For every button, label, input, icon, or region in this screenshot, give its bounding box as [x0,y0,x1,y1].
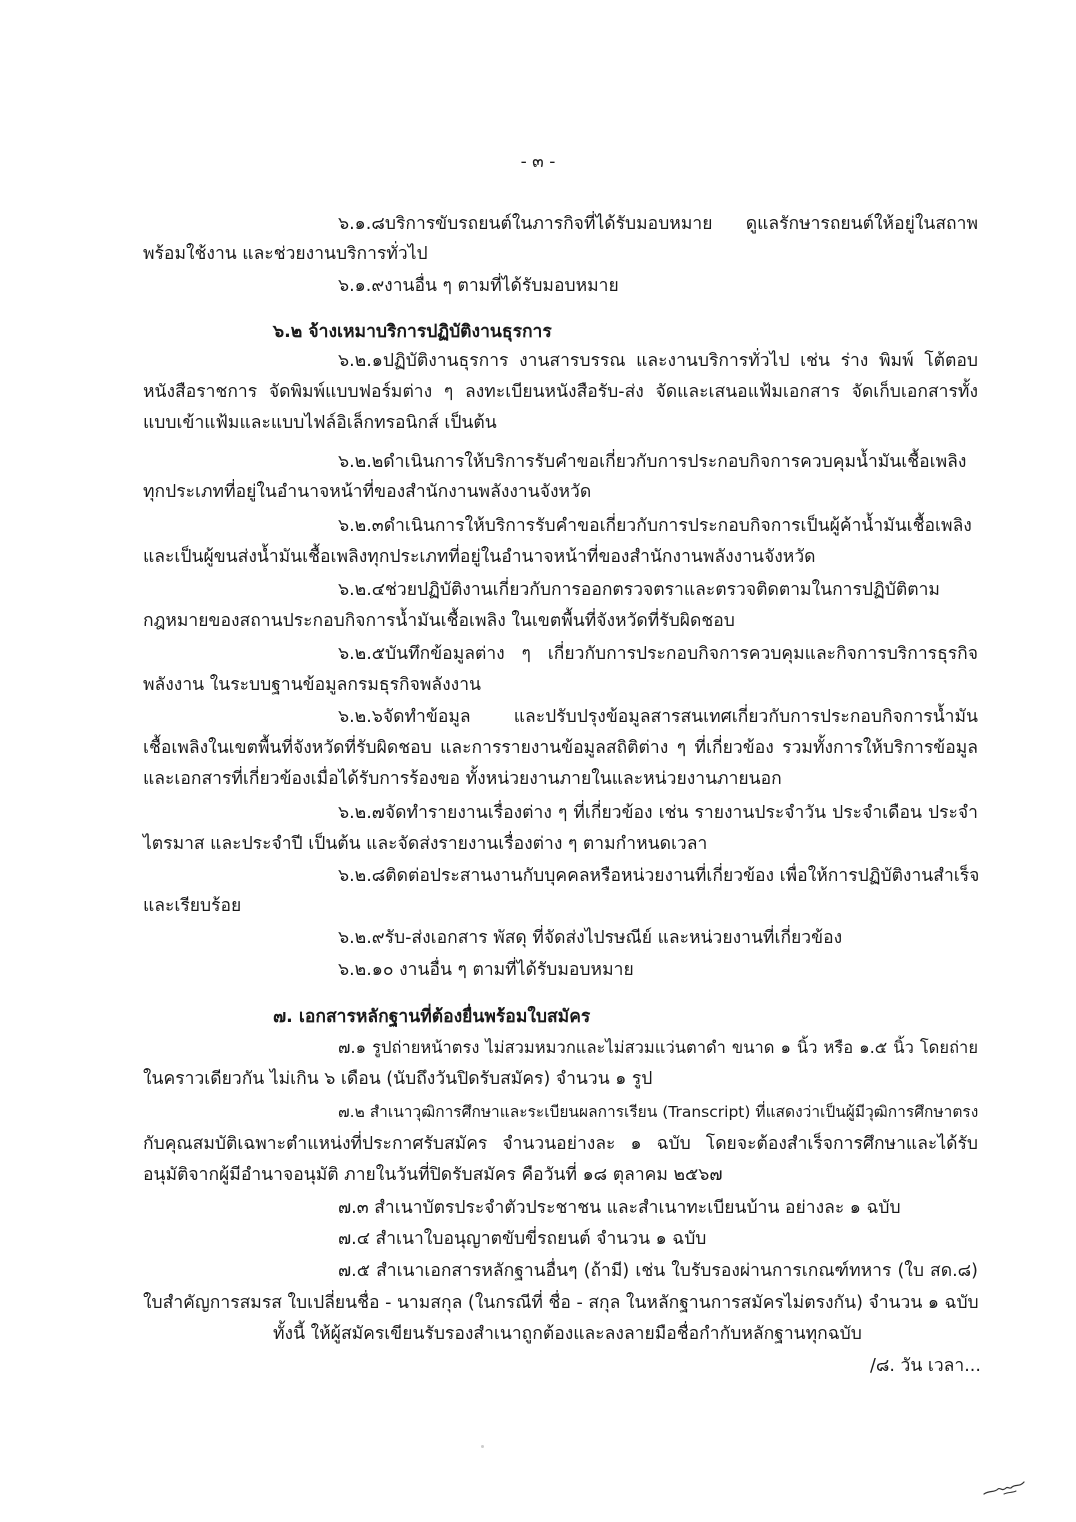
text-line: ในคราวเดียวกัน ไม่เกิน ๖ เดือน (นับถึงวันปิดรับสมัคร) จำนวน ๑ รูป [143,1069,653,1089]
text-line: กับคุณสมบัติเฉพาะตำแหน่งที่ประกาศรับสมัคร จำนวนอย่างละ ๑ ฉบับ โดยจะต้องสำเร็จการศึกษาและได้รับ [143,1134,978,1154]
text-line: และเรียบร้อย [143,896,242,916]
initials-signature [982,1478,1032,1498]
text-line: หนังสือราชการ จัดพิมพ์แบบฟอร์มต่าง ๆ ลงทะเบียนหนังสือรับ-ส่ง จัดและเสนอแฟ้มเอกสาร จัดเก็บเอกสารทั้ง [143,382,978,402]
text-line: ๖.๒.๙รับ-ส่งเอกสาร พัสดุ ที่จัดส่งไปรษณีย์ และหน่วยงานที่เกี่ยวข้อง [338,928,843,948]
section-heading: ๗. เอกสารหลักฐานที่ต้องยื่นพร้อมใบสมัคร [273,1007,591,1027]
section-heading: ๖.๒ จ้างเหมาบริการปฏิบัติงานธุรการ [273,322,552,342]
text-line: ๖.๒.๗จัดทำรายงานเรื่องต่าง ๆ ที่เกี่ยวข้อง เช่น รายงานประจำวัน ประจำเดือน ประจำ [338,803,978,823]
scan-speck [481,1445,484,1448]
text-line: ทุกประเภทที่อยู่ในอำนาจหน้าที่ของสำนักงานพลังงานจังหวัด [143,482,592,502]
continuation-note: /๘. วัน เวลา... [870,1356,981,1376]
text-line: ๗.๕ สำเนาเอกสารหลักฐานอื่นๆ (ถ้ามี) เช่น ใบรับรองผ่านการเกณฑ์ทหาร (ใบ สด.๘) [338,1261,978,1281]
text-line: ๖.๒.๖จัดทำข้อมูล และปรับปรุงข้อมูลสารสนเทศเกี่ยวกับการประกอบกิจการน้ำมัน [338,707,978,727]
text-line: และเอกสารที่เกี่ยวข้องเมื่อได้รับการร้องขอ ทั้งหน่วยงานภายในและหน่วยงานภายนอก [143,769,782,789]
text-line: ๗.๒ สำเนาวุฒิการศึกษาและระเบียนผลการเรียน (Transcript) ที่แสดงว่าเป็นผู้มีวุฒิการศึกษาตรง [338,1103,979,1121]
text-line: ๖.๑.๘บริการขับรถยนต์ในภารกิจที่ได้รับมอบหมาย ดูแลรักษารถยนต์ให้อยู่ในสถาพ [338,214,978,234]
text-line: ทั้งนี้ ให้ผู้สมัครเขียนรับรองสำเนาถูกต้องและลงลายมือชื่อกำกับหลักฐานทุกฉบับ [273,1324,862,1344]
text-line: ๖.๒.๒ดำเนินการให้บริการรับคำขอเกี่ยวกับการประกอบกิจการควบคุมน้ำมันเชื้อเพลิง [338,452,967,472]
text-line: ๗.๓ สำเนาบัตรประจำตัวประชาชน และสำเนาทะเบียนบ้าน อย่างละ ๑ ฉบับ [338,1198,901,1218]
text-line: พลังงาน ในระบบฐานข้อมูลกรมธุรกิจพลังงาน [143,675,482,695]
text-line: กฎหมายของสถานประกอบกิจการน้ำมันเชื้อเพลิง ในเขตพื้นที่จังหวัดที่รับผิดชอบ [143,611,735,631]
text-line: ๗.๑ รูปถ่ายหน้าตรง ไม่สวมหมวกและไม่สวมแว่นตาดำ ขนาด ๑ นิ้ว หรือ ๑.๕ นิ้ว โดยถ่าย [338,1038,978,1057]
text-line: ๖.๒.๑ปฏิบัติงานธุรการ งานสารบรรณ และงานบริการทั่วไป เช่น ร่าง พิมพ์ โต้ตอบ [338,351,978,371]
text-line: ใบสำคัญการสมรส ใบเปลี่ยนชื่อ - นามสกุล (ในกรณีที่ ชื่อ - สกุล ในหลักฐานการสมัครไม่ตรงกัน) จำนวน ๑ ฉบับ [143,1293,979,1313]
text-line: เชื้อเพลิงในเขตพื้นที่จังหวัดที่รับผิดชอบ และการรายงานข้อมูลสถิติต่าง ๆ ที่เกี่ยวข้อง รวมทั้งการให้บริการข้อมูล [143,738,978,758]
text-line: ไตรมาส และประจำปี เป็นต้น และจัดส่งรายงานเรื่องต่าง ๆ ตามกำหนดเวลา [143,834,708,854]
text-line: ๗.๔ สำเนาใบอนุญาตขับขี่รถยนต์ จำนวน ๑ ฉบับ [338,1229,707,1249]
text-line: พร้อมใช้งาน และช่วยงานบริการทั่วไป [143,244,428,264]
text-line: แบบเข้าแฟ้มและแบบไฟล์อิเล็กทรอนิกส์ เป็นต้น [143,413,497,433]
text-line: และเป็นผู้ขนส่งน้ำมันเชื้อเพลิงทุกประเภทที่อยู่ในอำนาจหน้าที่ของสำนักงานพลังงานจังหวัด [143,547,816,567]
text-line: ๖.๒.๓ดำเนินการให้บริการรับคำขอเกี่ยวกับการประกอบกิจการเป็นผู้ค้าน้ำมันเชื้อเพลิง [338,516,972,536]
text-line: ๖.๒.๕บันทึกข้อมูลต่าง ๆ เกี่ยวกับการประกอบกิจการควบคุมและกิจการบริการธุรกิจ [338,644,978,664]
text-line: ๖.๒.๑๐ งานอื่น ๆ ตามที่ได้รับมอบหมาย [338,960,634,980]
page-number: - ๓ - [520,152,556,172]
text-line: ๖.๒.๔ช่วยปฏิบัติงานเกี่ยวกับการออกตรวจตราและตรวจติดตามในการปฏิบัติตาม [338,580,940,600]
text-line: ๖.๑.๙งานอื่น ๆ ตามที่ได้รับมอบหมาย [338,276,619,296]
text-line: อนุมัติจากผู้มีอำนาจอนุมัติ ภายในวันที่ปิดรับสมัคร คือวันที่ ๑๘ ตุลาคม ๒๕๖๗ [143,1165,723,1185]
text-line: ๖.๒.๘ติดต่อประสานงานกับบุคคลหรือหน่วยงานที่เกี่ยวข้อง เพื่อให้การปฏิบัติงานสำเร็จ [338,866,980,886]
